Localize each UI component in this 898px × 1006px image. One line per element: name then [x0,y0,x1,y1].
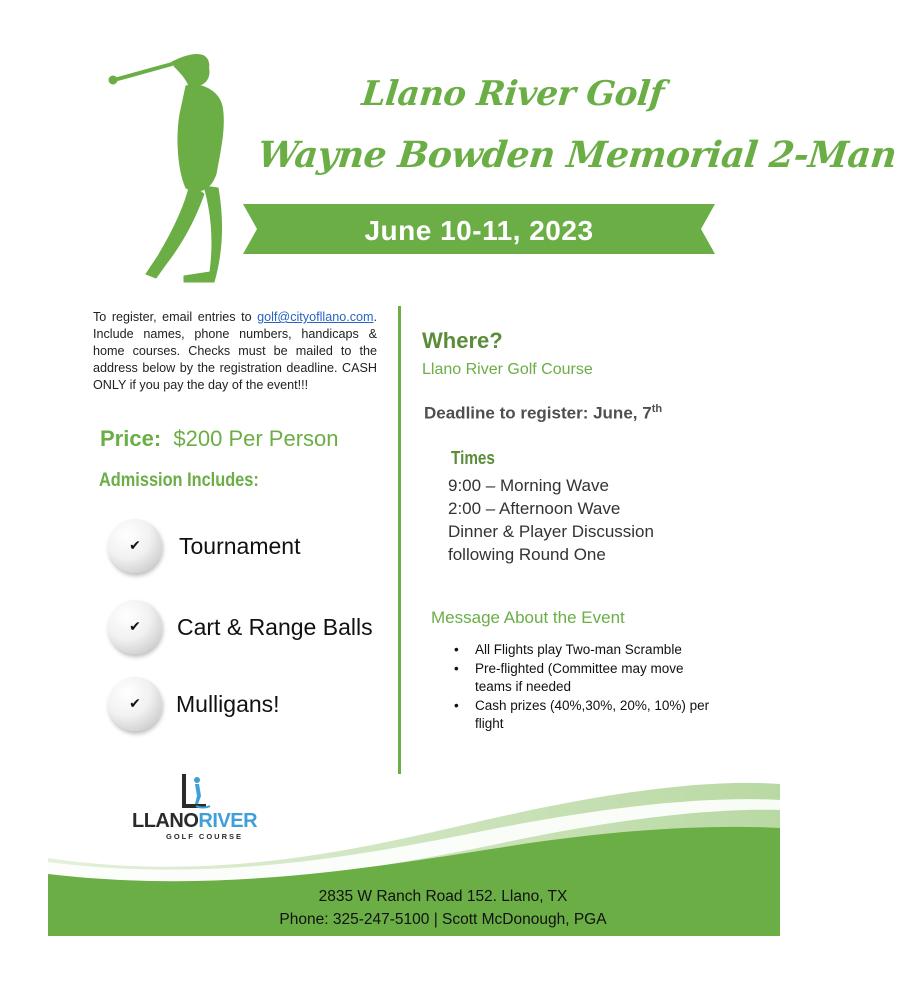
admission-item-mulligans: Mulligans! [176,691,280,717]
time-line: 9:00 – Morning Wave [448,476,609,495]
list-item: • Pre-flighted (Committee may move teams if needed [454,660,724,696]
message-heading: Message About the Event [431,608,625,627]
logo-subtitle: GOLF COURSE [166,832,244,841]
price-value: $200 Per Person [173,426,339,451]
where-heading: Where? [422,328,503,353]
admission-item-tournament: Tournament [179,533,301,559]
registration-instructions: To register, email entries to golf@cityofllano.com. Include names, phone numbers, handicaps & home courses. Checks must be mailed to the address below by the registration deadline. CASH ONLY if you pay the day of the event!!! [93,310,377,392]
admission-heading: Admission Includes: [99,470,259,491]
golfer-silhouette-icon [100,42,240,282]
footer-address: 2835 W Ranch Road 152. Llano, TX [318,888,568,905]
admission-item-cart-range-balls: Cart & Range Balls [177,614,373,640]
column-divider [398,306,401,774]
event-title-line-1: Llano River Golf [359,74,666,114]
price [100,426,339,452]
footer-contact: Phone: 325-247-5100 | Scott McDonough, PGA [279,911,607,928]
event-date: June 10-11, 2023 [364,215,594,246]
registration-deadline: Deadline to register: June, 7th [424,403,663,423]
event-title-line-2: Wayne Bowden Memorial 2-Man [255,134,898,176]
time-line: Dinner & Player Discussion [448,522,654,541]
registration-email-link[interactable]: golf@cityofllano.com [257,310,374,324]
time-line: following Round One [448,545,606,564]
time-line: 2:00 – Afternoon Wave [448,499,621,518]
golfer-flag-logo-icon [180,772,210,812]
logo-wordmark: LLANORIVER [132,810,258,832]
list-item: • All Flights play Two-man Scramble [454,641,724,659]
message-list [454,641,724,734]
course-name: Llano River Golf Course [422,361,593,378]
golf-ball-check-icon: ✔ [108,519,162,573]
golf-ball-check-icon: ✔ [108,677,162,731]
price-label: Price: [100,426,162,451]
list-item: • Cash prizes (40%,30%, 20%, 10%) per flight [454,697,724,733]
golf-ball-check-icon: ✔ [108,600,162,654]
times-heading: Times [451,448,495,468]
